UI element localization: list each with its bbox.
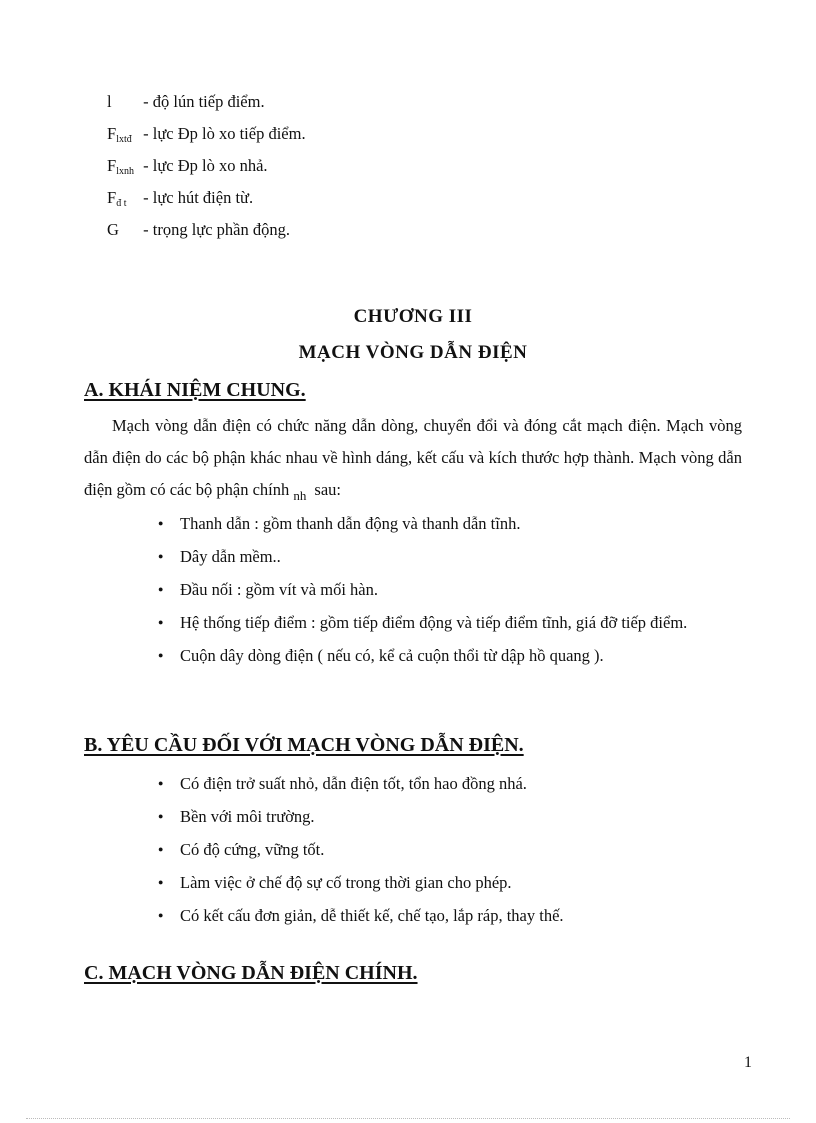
list-item: ● Hệ thống tiếp điểm : gồm tiếp điểm động và tiếp điểm tĩnh, giá đỡ tiếp điểm. xyxy=(156,606,742,639)
paragraph-subscript: nh xyxy=(293,488,307,503)
section-a-paragraph xyxy=(84,410,742,512)
list-item: ● Cuộn dây dòng điện ( nếu có, kể cả cuộn thổi từ dập hồ quang ). xyxy=(156,639,742,672)
section-b-heading: B. YÊU CẦU ĐỐI VỚI MẠCH VÒNG DẪN ĐIỆN. xyxy=(84,734,524,756)
symbol-line xyxy=(107,188,253,214)
symbol: G xyxy=(107,220,119,239)
symbol-description: - độ lún tiếp điểm. xyxy=(143,92,265,111)
section-b-bullet-list xyxy=(156,767,742,932)
paragraph-end: sau: xyxy=(314,480,341,499)
list-item: ● Bền với môi trường. xyxy=(156,800,742,833)
list-item: ● Dây dẫn mềm.. xyxy=(156,540,742,573)
page-number: 1 xyxy=(744,1054,752,1071)
symbol-description: - lực Đp lò xo nhả. xyxy=(143,156,268,175)
symbol: $F_{lxnh}$ xyxy=(107,156,134,177)
chapter-title: MẠCH VÒNG DẪN ĐIỆN xyxy=(298,342,528,363)
symbol-description: - lực hút điện từ. xyxy=(143,188,254,207)
symbol-description: - lực Đp lò xo tiếp điểm. xyxy=(143,124,306,143)
symbol: $F_{đ t}$ xyxy=(107,188,127,209)
paragraph-text: Mạch vòng dẫn điện có chức năng dẫn dòng, chuyển đổi và đóng cắt mạch điện. Mạch vòng dẫn điện do các bộ phận khác nhau về hình dáng, kết cấu và kích thước hợp thành. Mạch vòng dẫn điện gồm có các bộ phận chính xyxy=(84,416,742,499)
symbol: $F_{lxtđ}$ xyxy=(107,124,132,145)
list-item: ● Có điện trở suất nhỏ, dẫn điện tốt, tổn hao đồng nhá. xyxy=(156,767,742,800)
list-item: ● Đầu nối : gồm vít và mối hàn. xyxy=(156,573,742,606)
symbol-line xyxy=(107,220,290,246)
chapter-number: CHƯƠNG III xyxy=(353,306,473,327)
symbol-description: - trọng lực phần động. xyxy=(143,220,290,239)
symbol: l xyxy=(107,92,112,111)
symbol-line xyxy=(107,124,306,150)
page-bottom-divider xyxy=(26,1118,790,1119)
section-a-heading: A. KHÁI NIỆM CHUNG. xyxy=(84,379,306,401)
list-item: ● Có kết cấu đơn giản, dễ thiết kế, chế tạo, lắp ráp, thay thế. xyxy=(156,899,742,932)
symbol-line xyxy=(107,156,268,182)
symbol-line xyxy=(107,92,265,118)
list-item: ● Làm việc ở chế độ sự cố trong thời gian cho phép. xyxy=(156,866,742,899)
section-c-heading: C. MẠCH VÒNG DẪN ĐIỆN CHÍNH. xyxy=(84,962,418,984)
list-item: ● Có độ cứng, vững tốt. xyxy=(156,833,742,866)
section-a-bullet-list xyxy=(156,507,742,672)
list-item: ● Thanh dẫn : gồm thanh dẫn động và thanh dẫn tĩnh. xyxy=(156,507,742,540)
